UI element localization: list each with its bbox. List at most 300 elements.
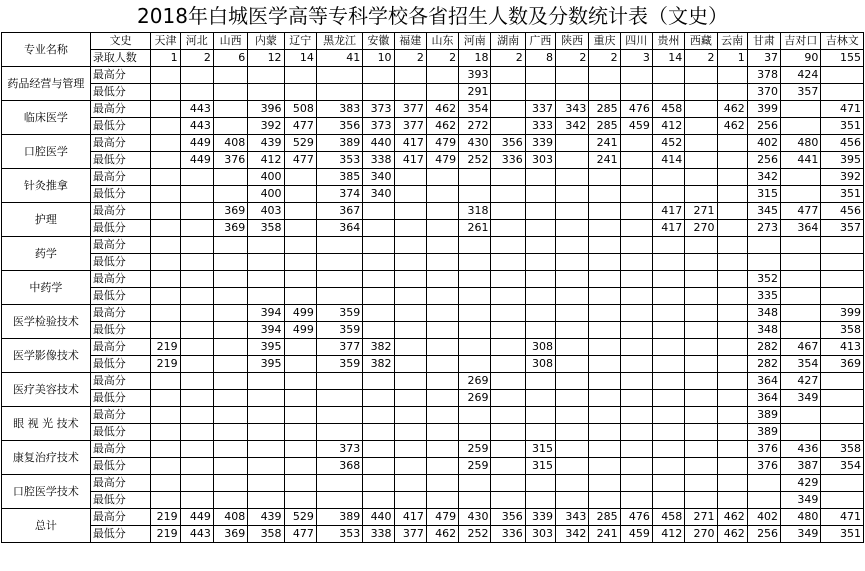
min-score-cell — [213, 458, 247, 475]
max-score-cell — [284, 373, 316, 390]
max-score-cell — [747, 237, 780, 254]
max-score-cell — [525, 407, 555, 424]
max-score-cell: 271 — [685, 509, 717, 526]
max-score-cell: 439 — [248, 135, 284, 152]
min-score-cell: 256 — [747, 152, 780, 169]
max-score-cell: 479 — [426, 135, 458, 152]
min-score-cell: 449 — [180, 152, 213, 169]
max-score-label: 最高分 — [90, 101, 151, 118]
count-header: 录取人数 — [90, 50, 151, 67]
admission-count: 14 — [652, 50, 684, 67]
min-score-cell — [491, 322, 525, 339]
major-name: 针灸推拿 — [2, 169, 91, 203]
min-score-cell: 369 — [821, 356, 864, 373]
max-score-cell — [394, 373, 426, 390]
min-score-cell — [589, 322, 620, 339]
admission-count: 2 — [685, 50, 717, 67]
max-score-cell: 382 — [363, 339, 394, 356]
min-score-cell: 282 — [747, 356, 780, 373]
min-score-cell — [491, 220, 525, 237]
max-score-cell — [589, 305, 620, 322]
min-score-cell — [717, 356, 747, 373]
min-score-cell — [652, 356, 684, 373]
max-score-cell: 343 — [556, 101, 589, 118]
max-score-cell: 458 — [652, 101, 684, 118]
max-score-cell: 417 — [394, 135, 426, 152]
max-score-cell — [213, 237, 247, 254]
min-score-cell — [821, 254, 864, 271]
max-score-cell — [491, 407, 525, 424]
max-score-cell: 508 — [284, 101, 316, 118]
max-score-cell: 440 — [363, 135, 394, 152]
min-score-cell — [213, 186, 247, 203]
max-score-cell — [652, 237, 684, 254]
min-score-cell — [556, 356, 589, 373]
max-score-cell: 285 — [589, 101, 620, 118]
min-score-cell: 342 — [556, 118, 589, 135]
max-score-cell: 449 — [180, 135, 213, 152]
max-score-cell — [151, 135, 180, 152]
min-score-cell — [717, 322, 747, 339]
max-score-cell: 467 — [781, 339, 821, 356]
min-score-cell: 308 — [525, 356, 555, 373]
min-score-cell — [394, 186, 426, 203]
max-score-cell — [620, 271, 652, 288]
min-score-cell: 357 — [821, 220, 864, 237]
min-score-cell — [213, 424, 247, 441]
min-score-cell — [248, 492, 284, 509]
min-score-cell — [620, 288, 652, 305]
major-name: 药品经营与管理 — [2, 67, 91, 101]
min-score-label: 最低分 — [90, 492, 151, 509]
min-score-cell — [426, 356, 458, 373]
min-score-cell — [556, 254, 589, 271]
min-score-cell — [459, 492, 491, 509]
max-score-cell — [781, 169, 821, 186]
max-score-cell: 377 — [394, 101, 426, 118]
max-score-cell — [284, 67, 316, 84]
min-score-cell: 272 — [459, 118, 491, 135]
min-score-cell — [363, 254, 394, 271]
min-score-cell — [363, 458, 394, 475]
max-score-cell — [525, 237, 555, 254]
min-score-cell — [284, 424, 316, 441]
max-score-cell: 356 — [491, 509, 525, 526]
min-score-cell — [717, 424, 747, 441]
admission-count: 18 — [459, 50, 491, 67]
max-score-cell — [426, 339, 458, 356]
max-score-cell — [284, 271, 316, 288]
max-score-cell — [685, 237, 717, 254]
min-score-cell — [525, 492, 555, 509]
max-score-cell: 413 — [821, 339, 864, 356]
max-score-label: 最高分 — [90, 407, 151, 424]
min-score-cell: 219 — [151, 526, 180, 543]
min-score-cell: 340 — [363, 186, 394, 203]
table-row — [2, 135, 864, 152]
min-score-cell — [316, 288, 362, 305]
max-score-cell — [781, 305, 821, 322]
min-score-cell: 354 — [781, 356, 821, 373]
max-score-cell — [248, 271, 284, 288]
min-score-cell — [151, 458, 180, 475]
max-score-cell — [491, 203, 525, 220]
min-score-cell — [363, 288, 394, 305]
max-score-cell — [213, 441, 247, 458]
min-score-cell — [685, 152, 717, 169]
table-row — [2, 356, 864, 373]
max-score-cell — [363, 237, 394, 254]
max-score-cell: 356 — [491, 135, 525, 152]
max-score-cell — [180, 67, 213, 84]
min-score-cell: 358 — [821, 322, 864, 339]
admission-count: 6 — [213, 50, 247, 67]
max-score-cell: 269 — [459, 373, 491, 390]
max-score-cell — [556, 67, 589, 84]
max-score-cell — [556, 475, 589, 492]
max-score-cell — [620, 305, 652, 322]
max-score-cell — [620, 407, 652, 424]
min-score-cell — [781, 118, 821, 135]
min-score-cell — [213, 254, 247, 271]
min-score-cell — [717, 220, 747, 237]
max-score-cell — [525, 271, 555, 288]
max-score-cell: 358 — [821, 441, 864, 458]
min-score-cell: 443 — [180, 118, 213, 135]
table-row — [2, 169, 864, 186]
major-name: 眼 视 光 技术 — [2, 407, 91, 441]
max-score-cell: 399 — [821, 305, 864, 322]
max-score-cell: 354 — [459, 101, 491, 118]
max-score-cell — [589, 475, 620, 492]
min-score-cell — [180, 322, 213, 339]
max-score-cell — [589, 169, 620, 186]
max-score-cell — [620, 475, 652, 492]
max-score-cell: 342 — [747, 169, 780, 186]
min-score-cell: 359 — [316, 356, 362, 373]
min-score-cell: 477 — [284, 526, 316, 543]
min-score-cell: 336 — [491, 152, 525, 169]
max-score-cell — [213, 407, 247, 424]
min-score-cell — [363, 322, 394, 339]
max-score-cell — [284, 441, 316, 458]
min-score-cell — [717, 288, 747, 305]
max-score-cell — [213, 475, 247, 492]
admission-count: 14 — [284, 50, 316, 67]
max-score-cell — [589, 407, 620, 424]
min-score-cell — [459, 356, 491, 373]
min-score-cell — [316, 492, 362, 509]
max-score-cell — [620, 339, 652, 356]
min-score-cell — [213, 390, 247, 407]
max-score-cell — [685, 339, 717, 356]
min-score-cell — [620, 186, 652, 203]
min-score-cell — [556, 390, 589, 407]
max-score-cell: 369 — [213, 203, 247, 220]
min-score-cell — [781, 288, 821, 305]
max-score-cell: 462 — [717, 509, 747, 526]
min-score-cell — [821, 84, 864, 101]
min-score-cell — [821, 424, 864, 441]
min-score-cell — [620, 458, 652, 475]
max-score-label: 最高分 — [90, 271, 151, 288]
min-score-cell — [491, 492, 525, 509]
max-score-cell: 389 — [316, 509, 362, 526]
max-score-cell: 259 — [459, 441, 491, 458]
max-score-cell — [363, 305, 394, 322]
min-score-cell — [620, 492, 652, 509]
max-score-cell — [491, 475, 525, 492]
min-score-cell: 364 — [747, 390, 780, 407]
max-score-cell — [652, 271, 684, 288]
max-score-cell — [180, 203, 213, 220]
min-score-cell — [491, 84, 525, 101]
min-score-cell: 462 — [426, 526, 458, 543]
min-score-cell — [652, 492, 684, 509]
max-score-cell — [652, 169, 684, 186]
min-score-cell — [652, 322, 684, 339]
min-score-cell — [491, 118, 525, 135]
max-score-cell — [394, 441, 426, 458]
min-score-cell — [151, 186, 180, 203]
min-score-cell — [316, 390, 362, 407]
min-score-cell — [394, 254, 426, 271]
admission-count: 2 — [426, 50, 458, 67]
min-score-cell — [652, 288, 684, 305]
max-score-cell — [363, 475, 394, 492]
max-score-cell — [394, 169, 426, 186]
max-score-cell: 282 — [747, 339, 780, 356]
max-score-cell — [821, 237, 864, 254]
admission-count: 1 — [717, 50, 747, 67]
max-score-cell — [426, 407, 458, 424]
min-score-cell — [426, 492, 458, 509]
min-score-cell: 369 — [213, 526, 247, 543]
max-score-cell — [459, 237, 491, 254]
min-score-cell — [284, 84, 316, 101]
max-score-cell — [316, 237, 362, 254]
min-score-cell — [556, 152, 589, 169]
table-row — [2, 152, 864, 169]
max-score-cell — [620, 203, 652, 220]
min-score-cell — [556, 424, 589, 441]
min-score-cell — [180, 458, 213, 475]
max-score-cell: 452 — [652, 135, 684, 152]
min-score-label: 最低分 — [90, 424, 151, 441]
min-score-cell: 241 — [589, 526, 620, 543]
max-score-cell — [394, 305, 426, 322]
min-score-cell: 356 — [316, 118, 362, 135]
min-score-cell: 256 — [747, 118, 780, 135]
max-score-cell: 430 — [459, 135, 491, 152]
max-score-cell — [717, 135, 747, 152]
min-score-cell — [589, 458, 620, 475]
admission-count: 2 — [491, 50, 525, 67]
max-score-cell — [284, 339, 316, 356]
min-score-cell — [491, 186, 525, 203]
min-score-cell — [685, 390, 717, 407]
table-row — [2, 305, 864, 322]
admission-count: 3 — [620, 50, 652, 67]
min-score-cell: 364 — [781, 220, 821, 237]
min-score-cell — [151, 220, 180, 237]
min-score-cell — [180, 288, 213, 305]
max-score-cell — [394, 475, 426, 492]
max-score-cell — [556, 135, 589, 152]
min-score-cell: 377 — [394, 118, 426, 135]
max-score-cell — [652, 407, 684, 424]
max-score-cell: 359 — [316, 305, 362, 322]
min-score-cell: 303 — [525, 152, 555, 169]
max-score-cell: 373 — [316, 441, 362, 458]
max-score-cell — [717, 339, 747, 356]
min-score-cell — [620, 322, 652, 339]
table-row — [2, 509, 864, 526]
min-score-cell — [717, 152, 747, 169]
max-score-cell — [491, 339, 525, 356]
max-score-cell — [821, 271, 864, 288]
max-score-cell: 436 — [781, 441, 821, 458]
min-score-cell: 359 — [316, 322, 362, 339]
min-score-cell — [491, 458, 525, 475]
max-score-cell — [652, 67, 684, 84]
min-score-cell — [180, 390, 213, 407]
max-score-cell — [717, 305, 747, 322]
min-score-cell: 368 — [316, 458, 362, 475]
max-score-cell: 376 — [747, 441, 780, 458]
max-score-cell: 348 — [747, 305, 780, 322]
min-score-cell — [556, 84, 589, 101]
min-score-cell — [556, 288, 589, 305]
min-score-cell — [589, 288, 620, 305]
table-body — [2, 33, 864, 543]
max-score-cell — [620, 441, 652, 458]
max-score-cell — [556, 203, 589, 220]
max-score-cell — [491, 373, 525, 390]
max-score-cell: 385 — [316, 169, 362, 186]
max-score-cell — [151, 407, 180, 424]
min-score-cell — [363, 424, 394, 441]
min-score-cell: 351 — [821, 526, 864, 543]
max-score-cell — [685, 305, 717, 322]
max-score-cell — [491, 441, 525, 458]
min-score-cell: 417 — [394, 152, 426, 169]
min-score-cell — [747, 254, 780, 271]
max-score-cell — [426, 169, 458, 186]
max-score-cell — [589, 237, 620, 254]
max-score-cell — [151, 441, 180, 458]
min-score-cell — [284, 254, 316, 271]
max-score-cell — [213, 67, 247, 84]
table-row — [2, 339, 864, 356]
min-score-cell — [151, 84, 180, 101]
max-score-cell: 389 — [747, 407, 780, 424]
max-score-cell: 480 — [781, 135, 821, 152]
min-score-cell — [589, 186, 620, 203]
major-name: 医学检验技术 — [2, 305, 91, 339]
max-score-cell — [556, 169, 589, 186]
province-header: 吉林文 — [821, 33, 864, 50]
max-score-cell — [248, 373, 284, 390]
min-score-cell: 219 — [151, 356, 180, 373]
max-score-cell — [652, 305, 684, 322]
min-score-cell — [620, 390, 652, 407]
min-score-cell: 477 — [284, 152, 316, 169]
max-score-cell — [620, 169, 652, 186]
max-score-cell: 339 — [525, 135, 555, 152]
min-score-cell: 382 — [363, 356, 394, 373]
major-name: 口腔医学 — [2, 135, 91, 169]
max-score-label: 最高分 — [90, 339, 151, 356]
province-header: 甘肃 — [747, 33, 780, 50]
min-score-cell: 441 — [781, 152, 821, 169]
max-score-cell: 219 — [151, 339, 180, 356]
max-score-cell — [525, 169, 555, 186]
max-score-cell — [685, 135, 717, 152]
min-score-cell — [180, 254, 213, 271]
max-score-cell — [180, 373, 213, 390]
min-score-label: 最低分 — [90, 288, 151, 305]
min-score-cell — [316, 84, 362, 101]
max-score-label: 最高分 — [90, 475, 151, 492]
min-score-cell — [821, 492, 864, 509]
max-score-cell — [248, 67, 284, 84]
max-score-cell — [652, 441, 684, 458]
max-score-cell — [151, 475, 180, 492]
max-score-cell: 499 — [284, 305, 316, 322]
min-score-cell: 462 — [717, 118, 747, 135]
max-score-cell — [556, 441, 589, 458]
max-score-cell: 392 — [821, 169, 864, 186]
min-score-cell — [685, 288, 717, 305]
min-score-cell: 376 — [213, 152, 247, 169]
max-score-cell — [151, 203, 180, 220]
min-score-cell — [151, 288, 180, 305]
min-score-cell: 353 — [316, 152, 362, 169]
min-score-cell: 358 — [248, 526, 284, 543]
max-score-cell — [717, 237, 747, 254]
max-score-cell: 367 — [316, 203, 362, 220]
max-score-cell — [316, 67, 362, 84]
max-score-cell: 399 — [747, 101, 780, 118]
min-score-cell: 459 — [620, 526, 652, 543]
max-score-cell — [284, 475, 316, 492]
min-score-cell — [394, 424, 426, 441]
min-score-cell — [459, 288, 491, 305]
max-score-cell: 456 — [821, 135, 864, 152]
max-score-cell: 364 — [747, 373, 780, 390]
max-score-cell: 352 — [747, 271, 780, 288]
min-score-cell — [316, 254, 362, 271]
min-score-cell — [151, 390, 180, 407]
min-score-cell — [525, 424, 555, 441]
max-score-cell: 471 — [821, 509, 864, 526]
max-score-cell: 393 — [459, 67, 491, 84]
max-score-cell — [394, 407, 426, 424]
max-score-cell — [363, 373, 394, 390]
min-score-cell: 285 — [589, 118, 620, 135]
major-name: 药学 — [2, 237, 91, 271]
max-score-cell — [316, 407, 362, 424]
min-score-cell: 479 — [426, 152, 458, 169]
max-score-cell — [248, 441, 284, 458]
min-score-cell: 336 — [491, 526, 525, 543]
max-score-cell — [284, 203, 316, 220]
max-score-cell — [394, 203, 426, 220]
min-score-cell — [213, 356, 247, 373]
max-score-cell — [781, 407, 821, 424]
max-score-cell — [213, 169, 247, 186]
